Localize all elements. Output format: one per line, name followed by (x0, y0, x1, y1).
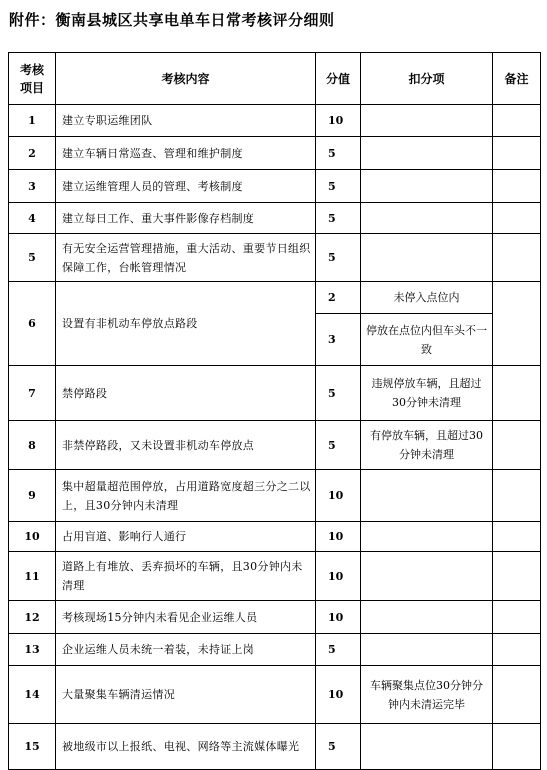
table-row (9, 552, 541, 601)
item-number: 11 (9, 552, 56, 601)
table-row (9, 601, 541, 634)
item-deduction: 有停放车辆，且超过30分钟未清理 (361, 421, 493, 470)
item-score: 5 (316, 234, 361, 282)
scoring-table (8, 52, 541, 770)
item-deduction (361, 724, 493, 770)
item-number: 4 (9, 203, 56, 234)
item-remarks (493, 470, 541, 522)
table-row (9, 366, 541, 421)
item-content: 设置有非机动车停放点路段 (56, 282, 316, 366)
item-content: 建立专职运维团队 (56, 105, 316, 137)
item-remarks (493, 522, 541, 552)
header-item (9, 53, 56, 105)
item-number: 13 (9, 634, 56, 666)
item-deduction (361, 470, 493, 522)
item-deduction: 未停入点位内 (361, 282, 493, 314)
header-deduction: 扣分项 (361, 53, 493, 105)
item-score: 2 (316, 282, 361, 314)
item-score: 3 (316, 314, 361, 366)
table-row (9, 282, 541, 314)
table-row (9, 666, 541, 724)
item-score: 5 (316, 724, 361, 770)
header-item-line1: 考核 (19, 62, 44, 77)
item-remarks (493, 601, 541, 634)
item-content: 占用盲道、影响行人通行 (56, 522, 316, 552)
item-remarks (493, 170, 541, 203)
item-content: 被地级市以上报纸、电视、网络等主流媒体曝光 (56, 724, 316, 770)
header-item-line2: 项目 (19, 80, 44, 95)
item-content: 有无安全运营管理措施，重大活动、重要节日组织保障工作，台帐管理情况 (56, 234, 316, 282)
item-remarks (493, 634, 541, 666)
table-row (9, 203, 541, 234)
item-deduction (361, 634, 493, 666)
item-remarks (493, 234, 541, 282)
item-deduction (361, 552, 493, 601)
table-row (9, 421, 541, 470)
item-number: 14 (9, 666, 56, 724)
item-deduction (361, 105, 493, 137)
item-deduction (361, 203, 493, 234)
item-content: 非禁停路段，又未设置非机动车停放点 (56, 421, 316, 470)
item-remarks (493, 137, 541, 170)
item-score: 10 (316, 552, 361, 601)
item-number: 9 (9, 470, 56, 522)
item-score: 5 (316, 366, 361, 421)
item-remarks (493, 366, 541, 421)
item-number: 8 (9, 421, 56, 470)
item-deduction (361, 234, 493, 282)
item-content: 企业运维人员未统一着装，未持证上岗 (56, 634, 316, 666)
item-content: 道路上有堆放、丢弃损坏的车辆，且30分钟内未清理 (56, 552, 316, 601)
table-row (9, 470, 541, 522)
header-score: 分值 (316, 53, 361, 105)
item-content: 建立车辆日常巡查、管理和维护制度 (56, 137, 316, 170)
item-remarks (493, 203, 541, 234)
item-content: 考核现场15分钟内未看见企业运维人员 (56, 601, 316, 634)
item-remarks (493, 105, 541, 137)
header-content: 考核内容 (56, 53, 316, 105)
item-deduction (361, 170, 493, 203)
item-number: 5 (9, 234, 56, 282)
item-number: 15 (9, 724, 56, 770)
item-score: 5 (316, 170, 361, 203)
table-row (9, 522, 541, 552)
item-score: 10 (316, 522, 361, 552)
item-number: 6 (9, 282, 56, 366)
item-score: 5 (316, 137, 361, 170)
item-score: 5 (316, 203, 361, 234)
document-title: 附件：衡南县城区共享电单车日常考核评分细则 (9, 11, 335, 29)
item-score: 5 (316, 634, 361, 666)
item-content: 建立运维管理人员的管理、考核制度 (56, 170, 316, 203)
item-content: 大量聚集车辆清运情况 (56, 666, 316, 724)
item-score: 10 (316, 601, 361, 634)
item-content: 集中超量超范围停放，占用道路宽度超三分之二以上，且30分钟内未清理 (56, 470, 316, 522)
item-score: 5 (316, 421, 361, 470)
item-deduction (361, 137, 493, 170)
table-row (9, 170, 541, 203)
item-remarks (493, 666, 541, 724)
item-number: 12 (9, 601, 56, 634)
item-deduction (361, 601, 493, 634)
table-row (9, 234, 541, 282)
item-content: 禁停路段 (56, 366, 316, 421)
item-remarks (493, 282, 541, 366)
item-remarks (493, 724, 541, 770)
item-deduction: 违规停放车辆，且超过30分钟未清理 (361, 366, 493, 421)
item-score: 10 (316, 666, 361, 724)
item-deduction: 车辆聚集点位30分钟分钟内未清运完毕 (361, 666, 493, 724)
table-row (9, 724, 541, 770)
item-content: 建立每日工作、重大事件影像存档制度 (56, 203, 316, 234)
item-number: 3 (9, 170, 56, 203)
item-remarks (493, 421, 541, 470)
item-score: 10 (316, 105, 361, 137)
item-number: 1 (9, 105, 56, 137)
item-score: 10 (316, 470, 361, 522)
header-row (9, 53, 541, 105)
header-remarks: 备注 (493, 53, 541, 105)
table-row (9, 634, 541, 666)
item-number: 7 (9, 366, 56, 421)
table-row (9, 105, 541, 137)
table-row (9, 137, 541, 170)
item-number: 10 (9, 522, 56, 552)
item-remarks (493, 552, 541, 601)
item-deduction: 停放在点位内但车头不一致 (361, 314, 493, 366)
item-deduction (361, 522, 493, 552)
item-number: 2 (9, 137, 56, 170)
